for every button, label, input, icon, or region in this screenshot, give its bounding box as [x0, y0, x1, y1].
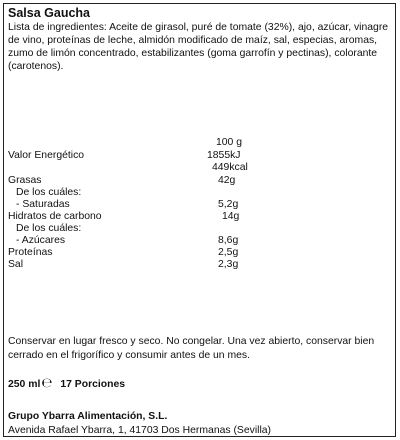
ingredients-list: Lista de ingredientes: Aceite de girasol, puré de tomate (32%), ajo, azúcar, vinagre de vino, proteínas de leche, almidón modificado de maíz, sal, especias, aromas, zumo de limón concentrado, estabilizantes (goma garrofín y pectinas), colorante (carotenos).	[8, 22, 389, 72]
salt-value: 2,3g	[218, 259, 239, 270]
fat-of-which-label: De los cuáles:	[16, 187, 82, 198]
protein-label: Proteínas	[8, 247, 53, 258]
fat-label: Grasas	[8, 175, 42, 186]
manufacturer-address: Avenida Rafael Ybarra, 1, 41703 Dos Hermanas (Sevilla)	[8, 425, 271, 436]
saturated-value: 5,2g	[218, 199, 239, 210]
product-title: Salsa Gaucha	[8, 6, 90, 20]
energy-kcal-value: 449kcal	[212, 162, 248, 173]
fat-value: 42g	[218, 175, 236, 186]
sugars-label: - Azúcares	[16, 235, 66, 246]
portions-value: 17 Porciones	[60, 379, 126, 390]
carbs-of-which-label: De los cuáles:	[16, 223, 82, 234]
storage-instructions: Conservar en lugar fresco y seco. No congelar. Una vez abierto, conservar bien cerrado en el frigorífico y consumir antes de un mes.	[8, 336, 375, 361]
volume-value: 250 ml	[8, 379, 41, 390]
package-size	[8, 377, 125, 391]
sugars-value: 8,6g	[218, 235, 239, 246]
salt-label: Sal	[8, 259, 24, 270]
estimated-sign-icon: ℮	[41, 376, 53, 391]
energy-kj-value: 1855kJ	[207, 150, 241, 161]
manufacturer-name: Grupo Ybarra Alimentación, S.L.	[8, 411, 168, 422]
carbs-label: Hidratos de carbono	[8, 211, 102, 222]
nutrition-per-100g: 100 g	[216, 137, 243, 148]
protein-value: 2,5g	[218, 247, 239, 258]
energy-label: Valor Energético	[8, 150, 85, 161]
product-label	[3, 3, 396, 437]
saturated-label: - Saturadas	[16, 199, 70, 210]
carbs-value: 14g	[222, 211, 240, 222]
